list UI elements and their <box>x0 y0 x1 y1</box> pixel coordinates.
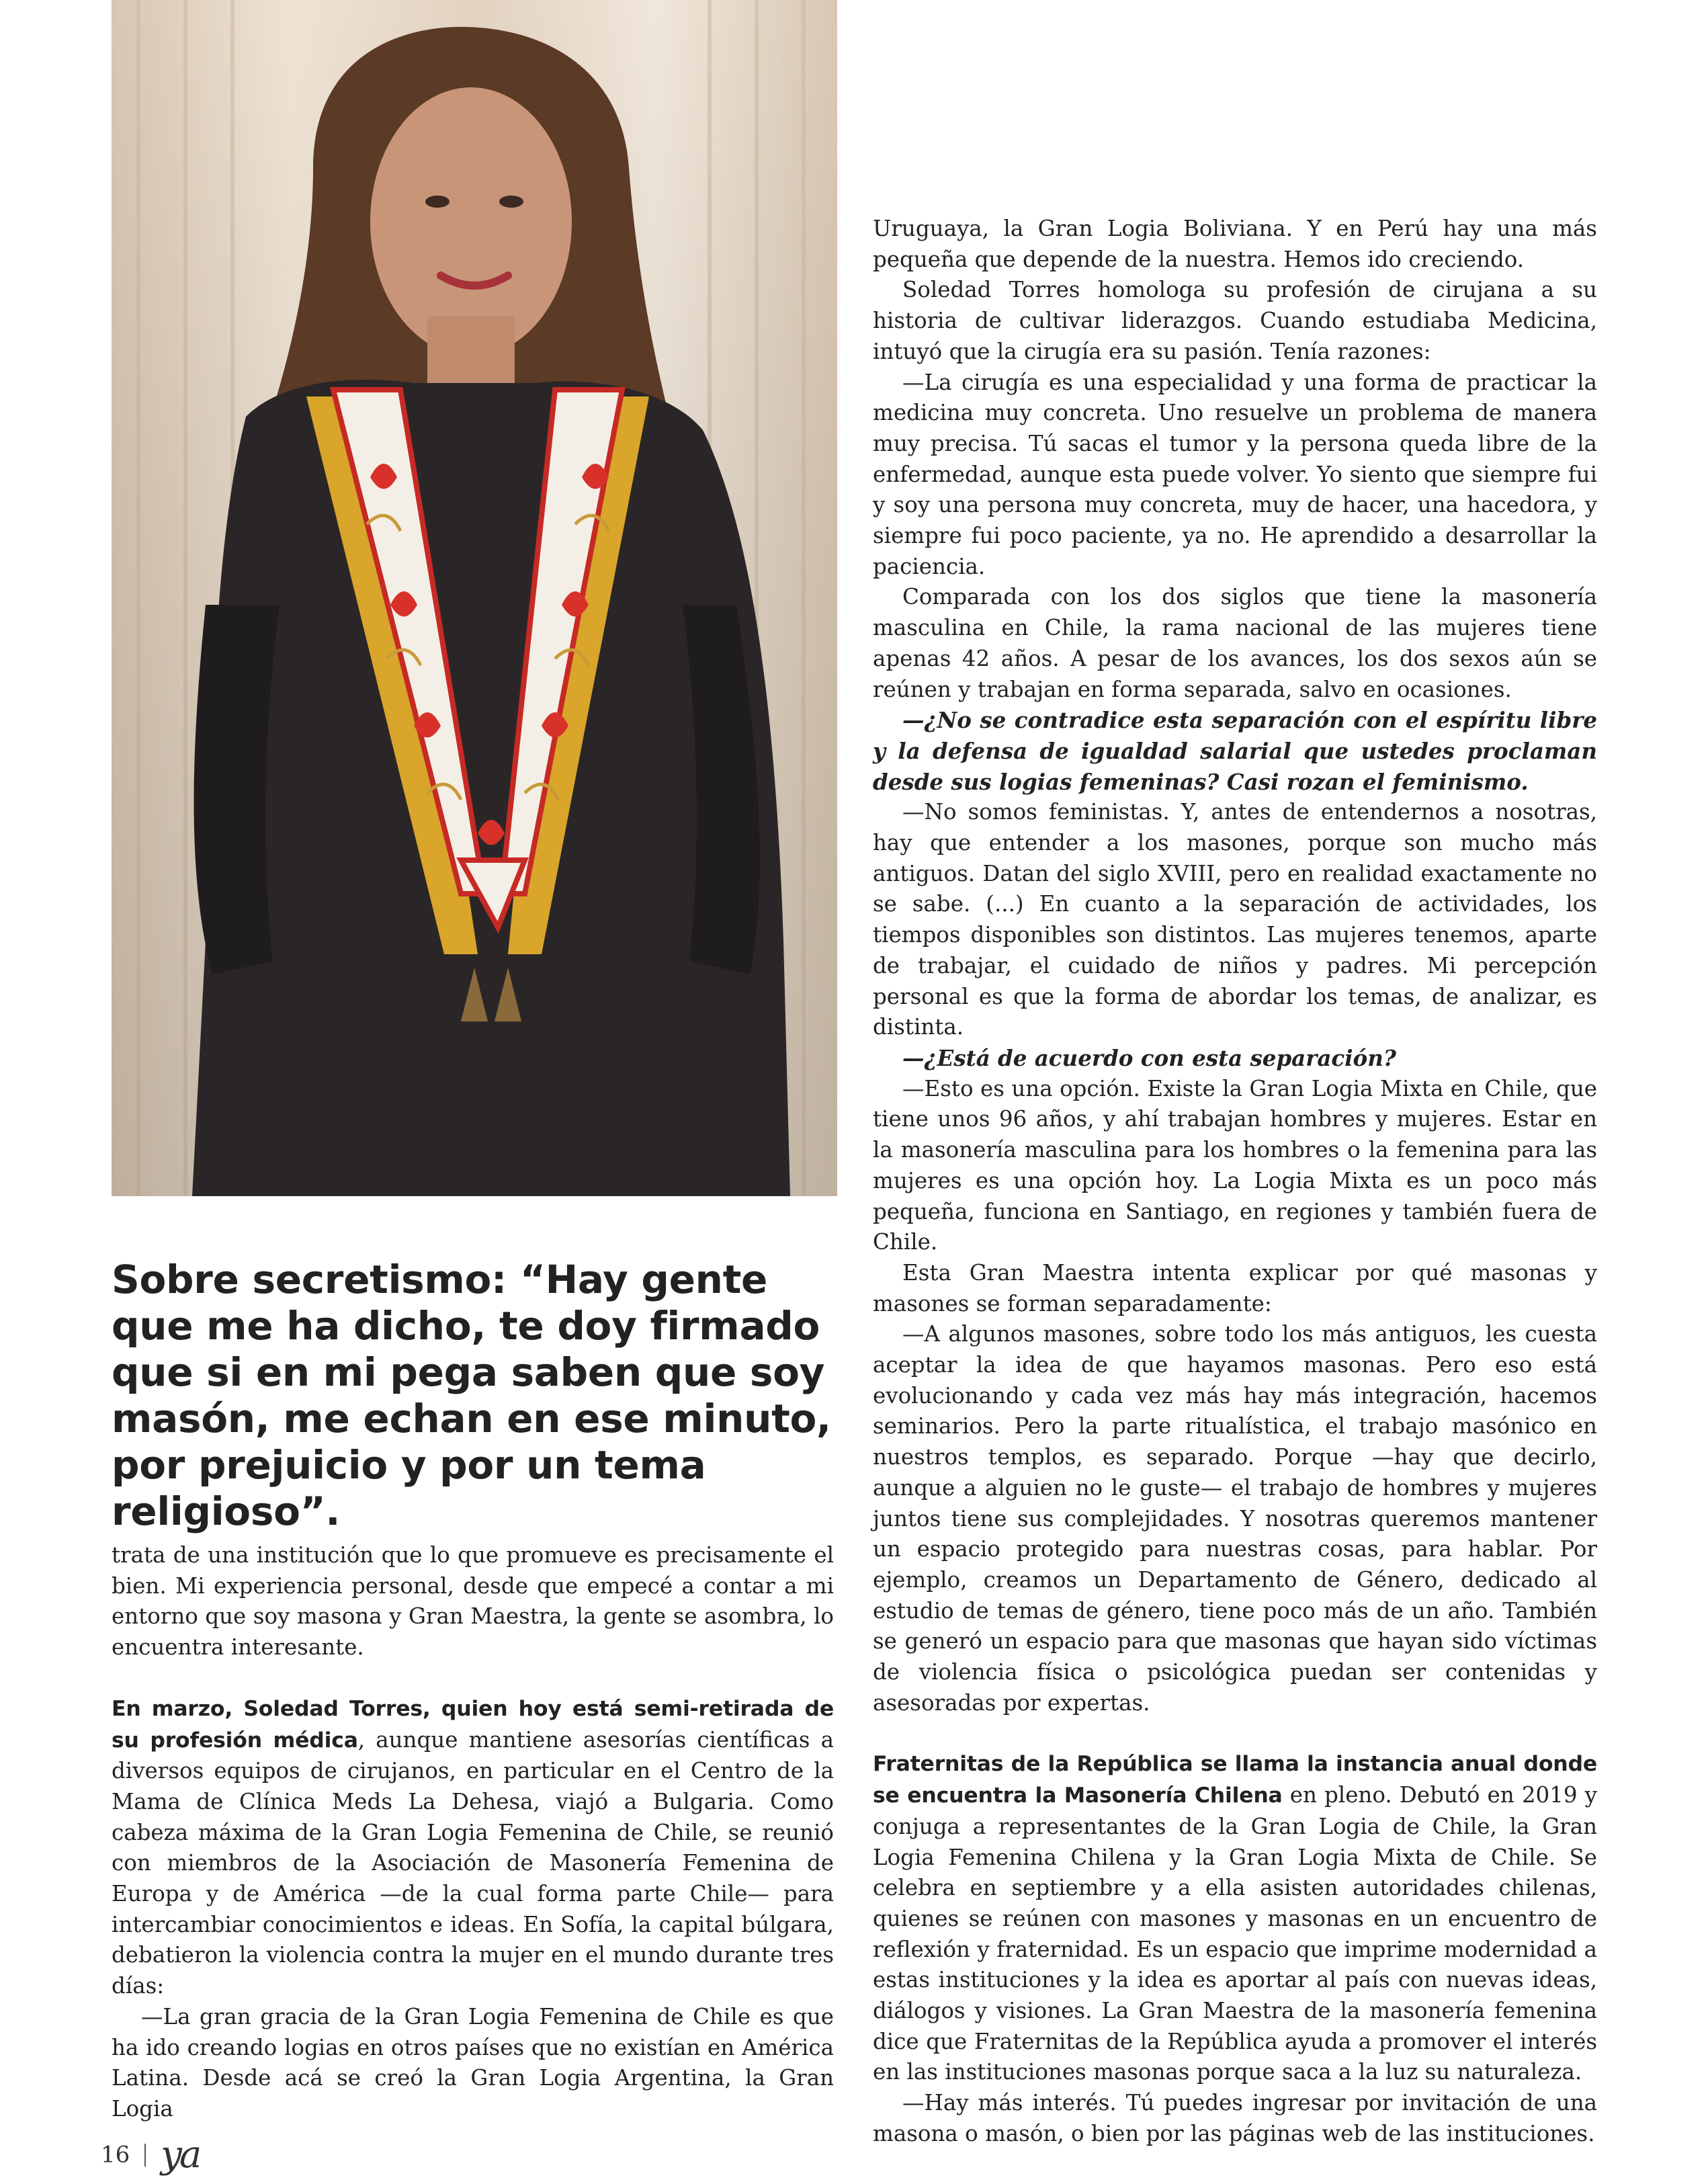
lead-in: En marzo, Soledad Torres, quien hoy está semi-retirada de su profesión médica <box>112 1696 834 1753</box>
page-number: 16 <box>101 2141 130 2169</box>
paragraph: En marzo, Soledad Torres, quien hoy está semi-retirada de su profesión médica, aunque mantiene asesorías científicas a diversos equipos de cirujanos, en particular en el Centro de la Mama de Clínica Meds La Dehesa, viajó a Bulgaria. Como cabeza máxima de la Gran Logia Femenina de Chile, se reunió con miembros de la Asociación de Masonería Femenina de Europa y de América —de la cual forma parte Chile— para intercambiar conocimientos e ideas. En Sofía, la capital búlgara, debatieron la violencia contra la mujer en el mundo durante tres días: <box>112 1696 834 1999</box>
paragraph: Esta Gran Maestra intenta explicar por qué masonas y masones se forman separadamente: <box>873 1259 1597 1316</box>
left-column-text <box>112 1540 834 2125</box>
magazine-logo: ya <box>161 2133 200 2177</box>
paragraph: Soledad Torres homologa su profesión de cirujana a su historia de cultivar liderazgos. Cuando estudiaba Medicina, intuyó que la cirugía era su pasión. Tenía razones: <box>873 277 1597 364</box>
paragraph: —Esto es una opción. Existe la Gran Logia Mixta en Chile, que tiene unos 96 años, y ahí trabajan hombres y mujeres. Estar en la masonería masculina para los hombres o la femenina para las mujeres es una opción hoy. La Logia Mixta es un poco más pequeña, funciona en Santiago, en regiones y también fuera de Chile. <box>873 1075 1597 1255</box>
paragraph: trata de una institución que lo que promueve es precisamente el bien. Mi experiencia personal, desde que empecé a contar a mi entorno que soy masona y Gran Maestra, la gente se asombra, lo encuentra interesante. <box>112 1542 834 1661</box>
paragraph: Fraternitas de la República se llama la instancia anual donde se encuentra la Masonería Chilena en pleno. Debutó en 2019 y conjuga a representantes de la Gran Logia de Chile, la Gran Logia Femenina Chilena y la Gran Logia Mixta de Chile. Se celebra en septiembre y a ella asisten autoridades chilenas, quienes se reúnen con masones y masonas en un encuentro de reflexión y fraternidad. Es un espacio que imprime modernidad a estas instituciones y la idea es aportar al país con nuevas ideas, diálogos y visiones. La Gran Maestra de la masonería femenina dice que Fraternitas de la República ayuda a promover el interés en las instituciones masonas porque saca a la luz su naturaleza. <box>873 1752 1598 2085</box>
interview-question: —¿Está de acuerdo con esta separación? <box>902 1044 1396 1071</box>
page-footer <box>101 2133 199 2177</box>
paragraph: —La gran gracia de la Gran Logia Femenina de Chile es que ha ido creando logias en otros países que no existían en América Latina. Desde acá se creó la Gran Logia Argentina, la Gran Logia <box>112 2003 834 2122</box>
paragraph: —Hay más interés. Tú puedes ingresar por invitación de una masona o masón, o bien por las páginas web de las instituciones. <box>873 2090 1597 2146</box>
paragraph: Comparada con los dos siglos que tiene la masonería masculina en Chile, la rama nacional de las mujeres tiene apenas 42 años. A pesar de los avances, los dos sexos aún se reúnen y trabajan en forma separada, salvo en ocasiones. <box>873 584 1597 702</box>
paragraph: —La cirugía es una especialidad y una forma de practicar la medicina muy concreta. Uno resuelve un problema de manera muy precisa. Tú sacas el tumor y la persona queda libre de la enfermedad, aunque esta puede volver. Yo siento que siempre fui y soy una persona muy concreta, muy de hacer, una hacedora, y siempre fui poco paciente, ya no. He aprendido a desarrollar la paciencia. <box>873 369 1597 579</box>
portrait-photo <box>112 0 837 1196</box>
pull-quote: Sobre secretismo: “Hay gente que me ha dicho, te doy firmado que si en mi pega saben que soy masón, me echan en ese minuto, por prejuicio y por un tema religioso”. <box>112 1257 831 1534</box>
paragraph: —A algunos masones, sobre todo los más antiguos, les cuesta aceptar la idea de que hayamos masonas. Pero eso está evolucionando y cada vez más hay más integración, hacemos seminarios. Pero la parte ritualística, el trabajo masónico en nuestros templos, es separado. Porque —hay que decirlo, aunque a alguien no le guste— el trabajo de hombres y mujeres juntos tiene sus complejidades. Y nosotras queremos mantener un espacio protegido para nuestras cosas, para hablar. Por ejemplo, creamos un Departamento de Género, dedicado al estudio de temas de género, tiene poco más de un año. También se generó un espacio para que masonas que hayan sido víctimas de violencia física o psicológica puedan ser contenidas y asesoradas por expertas. <box>873 1321 1597 1716</box>
paragraph: Uruguaya, la Gran Logia Boliviana. Y en Perú hay una más pequeña que depende de la nuestra. Hemos ido creciendo. <box>873 216 1597 272</box>
right-column-text <box>873 214 1597 2150</box>
paragraph: —No somos feministas. Y, antes de entendernos a nosotras, hay que entender a los masones, porque son mucho más antiguos. Datan del siglo XVIII, pero en realidad exactamente no se sabe. (...) En cuanto a la separación de actividades, los tiempos disponibles son distintos. Las mujeres tenemos, aparte de trabajar, el cuidado de niños y padres. Mi percepción personal es que la forma de abordar los temas, de analizar, es distinta. <box>873 799 1597 1040</box>
lead-in: Fraternitas de la República se llama la instancia anual donde se encuentra la Masonería Chilena <box>873 1752 1597 1808</box>
interview-question: —¿No se contradice esta separación con el espíritu libre y la defensa de igualdad salarial que ustedes proclaman desde sus logias femeninas? Casi rozan el feminismo. <box>873 707 1597 795</box>
footer-divider <box>144 2144 146 2167</box>
